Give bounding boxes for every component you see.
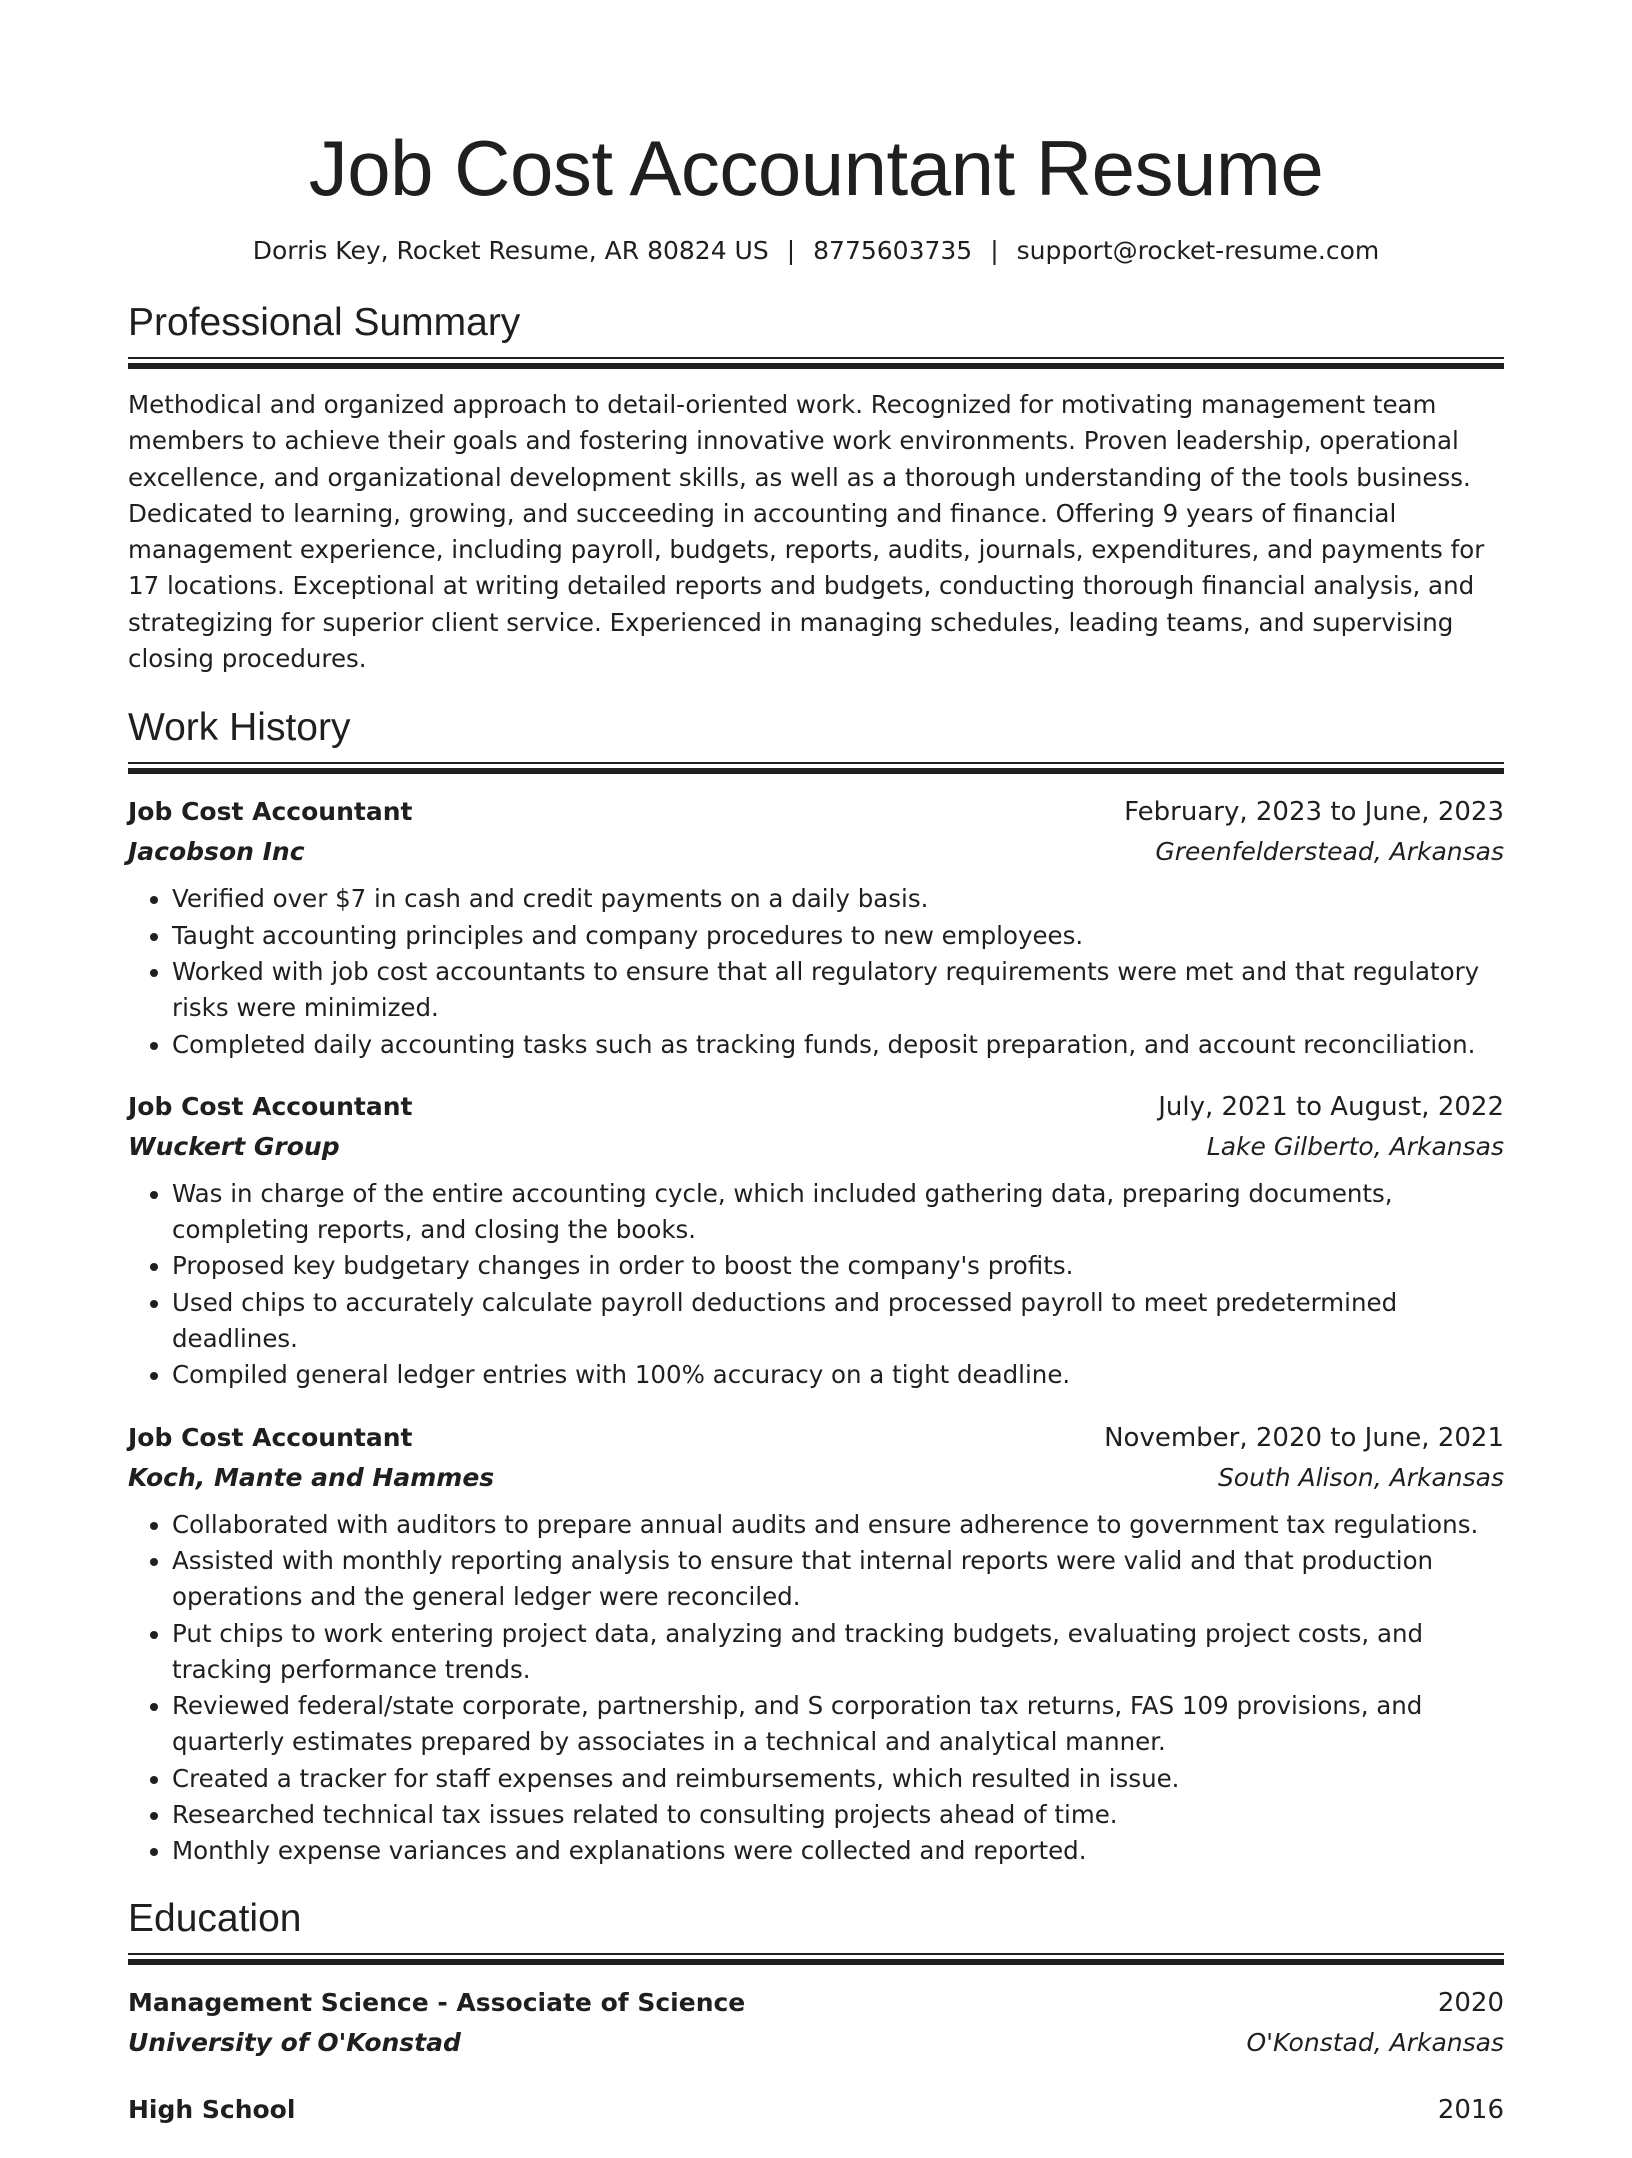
job-bullet: • Verified over $7 in cash and credit payments on a daily basis. xyxy=(172,881,1504,917)
education-entry xyxy=(128,2090,1504,2130)
job-company: Wuckert Group xyxy=(128,1131,340,1161)
section-rule xyxy=(128,762,1504,774)
education-degree: High School xyxy=(128,2094,296,2124)
education-school: University of O'Konstad xyxy=(128,2027,461,2057)
contact-separator: | xyxy=(990,236,999,265)
work-history-heading: Work History xyxy=(128,706,351,750)
job-bullet: • Worked with job cost accountants to ensure that all regulatory requirements were met and that regulatory risks were minimized. xyxy=(172,954,1504,1027)
job-entry xyxy=(128,792,1504,1062)
education-section xyxy=(128,1894,1504,2130)
education-location: O'Konstad, Arkansas xyxy=(1246,2027,1504,2057)
job-title: Job Cost Accountant xyxy=(128,797,413,827)
job-location: Greenfelderstead, Arkansas xyxy=(1155,837,1504,867)
job-title: Job Cost Accountant xyxy=(128,1422,413,1452)
job-bullet: • Proposed key budgetary changes in order to boost the company's profits. xyxy=(172,1248,1504,1284)
summary-text: Methodical and organized approach to detail-oriented work. Recognized for motivating management team members to achieve their goals and fostering innovative work environments. Proven leadership, operational excellence, and organizational development skills, as well as a thorough understanding of the tools business. Dedicated to learning, growing, and succeeding in accounting and finance. Offering 9 years of financial management experience, including payroll, budgets, reports, audits, journals, expenditures, and payments for 17 locations. Exceptional at writing detailed reports and budgets, conducting thorough financial analysis, and strategizing for superior client service. Experienced in managing schedules, leading teams, and supervising closing procedures. xyxy=(128,390,1485,674)
contact-email: support@rocket-resume.com xyxy=(1016,236,1380,265)
job-entry xyxy=(128,1418,1504,1870)
job-bullet: • Compiled general ledger entries with 100% accuracy on a tight deadline. xyxy=(172,1357,1504,1393)
job-bullet: • Was in charge of the entire accounting cycle, which included gathering data, preparing documents, completing reports, and closing the books. xyxy=(172,1176,1504,1249)
job-bullet: • Taught accounting principles and company procedures to new employees. xyxy=(172,918,1504,954)
contact-line xyxy=(128,234,1504,268)
job-dates: November, 2020 to June, 2021 xyxy=(1104,1422,1504,1453)
job-bullet: • Completed daily accounting tasks such as tracking funds, deposit preparation, and account reconciliation. xyxy=(172,1027,1504,1063)
contact-separator: | xyxy=(786,236,796,265)
job-bullet: • Put chips to work entering project data, analyzing and tracking budgets, evaluating project costs, and tracking performance trends. xyxy=(172,1616,1504,1689)
job-title: Job Cost Accountant xyxy=(128,1091,413,1121)
job-dates: July, 2021 to August, 2022 xyxy=(1158,1091,1504,1122)
job-bullet: • Collaborated with auditors to prepare annual audits and ensure adherence to government tax regulations. xyxy=(172,1507,1504,1543)
education-year: 2020 xyxy=(1437,1987,1504,2018)
contact-address: Dorris Key, Rocket Resume, AR 80824 US xyxy=(252,236,769,265)
summary-heading: Professional Summary xyxy=(128,301,521,344)
job-bullet: • Assisted with monthly reporting analysis to ensure that internal reports were valid and that production operations and the general ledger were reconciled. xyxy=(172,1543,1504,1616)
resume-content xyxy=(128,118,1504,2158)
education-year: 2016 xyxy=(1437,2094,1504,2125)
job-bullet: • Created a tracker for staff expenses and reimbursements, which resulted in issue. xyxy=(172,1761,1504,1797)
job-location: South Alison, Arkansas xyxy=(1217,1462,1504,1492)
job-location: Lake Gilberto, Arkansas xyxy=(1206,1131,1504,1161)
job-bullet: • Reviewed federal/state corporate, partnership, and S corporation tax returns, FAS 109 provisions, and quarterly estimates prepared by associates in a technical and analytical manner. xyxy=(172,1688,1504,1761)
job-bullet: • Researched technical tax issues related to consulting projects ahead of time. xyxy=(172,1797,1504,1833)
work-history-section xyxy=(128,703,1504,1869)
resume-title: Job Cost Accountant Resume xyxy=(308,124,1324,212)
education-entry xyxy=(128,1983,1504,2062)
job-bullets xyxy=(128,1176,1504,1394)
contact-phone: 8775603735 xyxy=(813,236,973,265)
section-rule xyxy=(128,357,1504,369)
job-entry xyxy=(128,1087,1504,1394)
job-dates: February, 2023 to June, 2023 xyxy=(1124,797,1504,828)
section-rule xyxy=(128,1953,1504,1965)
job-company: Jacobson Inc xyxy=(128,837,305,867)
job-bullet: • Monthly expense variances and explanations were collected and reported. xyxy=(172,1833,1504,1869)
education-heading: Education xyxy=(128,1896,302,1940)
summary-section xyxy=(128,298,1504,677)
job-bullets xyxy=(128,1507,1504,1870)
job-bullet: • Used chips to accurately calculate payroll deductions and processed payroll to meet predetermined deadlines. xyxy=(172,1285,1504,1358)
education-degree: Management Science - Associate of Science xyxy=(128,1987,746,2017)
job-bullets xyxy=(128,881,1504,1062)
job-company: Koch, Mante and Hammes xyxy=(128,1462,495,1492)
